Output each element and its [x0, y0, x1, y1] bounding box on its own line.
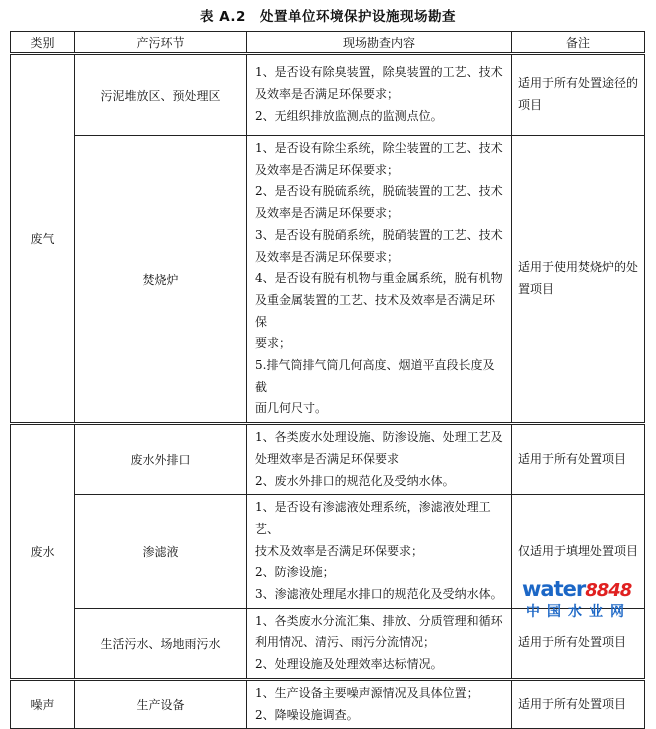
content-cell [247, 54, 512, 136]
content-cell [247, 679, 512, 728]
content-line: 及效率是否满足环保要求； [255, 206, 400, 221]
content-cell [247, 495, 512, 609]
content-cell [247, 136, 512, 424]
content-cell [247, 608, 512, 679]
content-line: 处理效率是否满足环保要求 [255, 451, 400, 466]
table-row [11, 136, 645, 424]
table-row [11, 54, 645, 136]
watermark-logo [520, 577, 648, 623]
content-line: 2、无组织排放监测点的监测点位。 [255, 108, 443, 123]
content-line: 2、处理设施及处理效率达标情况。 [255, 657, 443, 672]
table-row [11, 679, 645, 728]
content-line: 2、降噪设施调查。 [255, 707, 359, 722]
content-line: 1、各类废水分流汇集、排放、分质管理和循环 [255, 613, 503, 628]
header-content: 现场勘查内容 [247, 32, 512, 54]
stage-cell: 生产设备 [75, 679, 247, 728]
content-line: 2、是否设有脱硫系统，脱硫装置的工艺、技术 [255, 184, 503, 199]
stage-cell: 焚烧炉 [75, 136, 247, 424]
watermark-number: 8848 [585, 580, 632, 601]
content-line: 1、各类废水处理设施、防渗设施、处理工艺及 [255, 430, 503, 445]
header-stage: 产污环节 [75, 32, 247, 54]
content-line: 面几何尺寸。 [255, 401, 328, 416]
content-line: 1、是否设有除臭装置，除臭装置的工艺、技术 [255, 65, 503, 80]
note-line: 适用于所有处置项目 [518, 635, 627, 650]
note-line: 仅适用于填埋处置项目 [518, 543, 639, 558]
content-line: 2、防渗设施； [255, 565, 335, 580]
stage-cell: 渗滤液 [75, 495, 247, 609]
content-line: 及效率是否满足环保要求； [255, 249, 400, 264]
table-title: 表 A.2 处置单位环境保护设施现场勘查 [200, 9, 456, 25]
content-line: 1、生产设备主要噪声源情况及具体位置； [255, 685, 479, 700]
note-line: 适用于所有处置项目 [518, 451, 627, 466]
content-line: 及重金属装置的工艺、技术及效率是否满足环保 [255, 292, 496, 329]
note-line: 适用于使用焚烧炉的处 [518, 260, 639, 275]
watermark-brand-text: water [522, 577, 586, 601]
content-line: 2、废水外排口的规范化及受纳水体。 [255, 473, 455, 488]
watermark-site: 中国水业网 [526, 604, 631, 620]
content-line: 及效率是否满足环保要求； [255, 87, 400, 102]
note-line: 适用于所有处置途径的 [518, 76, 639, 91]
watermark-brand [522, 577, 631, 601]
note-cell [512, 54, 645, 136]
note-cell [512, 136, 645, 424]
category-cell: 废水 [11, 424, 75, 680]
content-line: 利用情况、清污、雨污分流情况； [255, 635, 436, 650]
content-line: 1、是否设有除尘系统，除尘装置的工艺、技术 [255, 141, 503, 155]
header-note: 备注 [512, 32, 645, 54]
header-row [11, 32, 645, 54]
content-line: 及效率是否满足环保要求； [255, 162, 400, 177]
note-line: 项目 [518, 98, 543, 112]
note-line: 适用于所有处置项目 [518, 696, 627, 711]
note-cell [512, 679, 645, 728]
table-row [11, 424, 645, 495]
note-line: 置项目 [518, 282, 555, 297]
content-line: 5.排气筒排气筒几何高度、烟道平直段长度及截 [255, 358, 495, 394]
content-line: 3、是否设有脱硝系统，脱硝装置的工艺、技术 [255, 227, 503, 242]
content-line: 技术及效率是否满足环保要求； [255, 543, 424, 558]
content-line: 要求； [255, 336, 292, 351]
stage-cell: 生活污水、场地雨污水 [75, 608, 247, 679]
content-line: 1、是否设有渗滤液处理系统，渗滤液处理工艺、 [255, 500, 491, 536]
header-category: 类别 [11, 32, 75, 54]
inspection-table [10, 31, 645, 729]
content-line: 3、渗滤液处理尾水排口的规范化及受纳水体。 [255, 587, 503, 602]
content-cell [247, 424, 512, 495]
category-cell: 废气 [11, 54, 75, 424]
stage-cell: 污泥堆放区、预处理区 [75, 54, 247, 136]
stage-cell: 废水外排口 [75, 424, 247, 495]
content-line: 4、是否设有脱有机物与重金属系统，脱有机物 [255, 271, 503, 286]
note-cell [512, 424, 645, 495]
category-cell: 噪声 [11, 679, 75, 728]
